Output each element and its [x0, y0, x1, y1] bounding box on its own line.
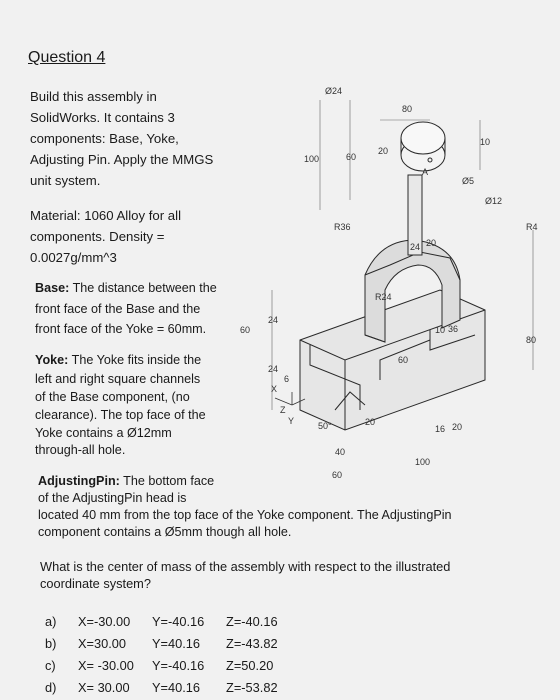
dim-label: 60	[332, 470, 343, 480]
dim-label: 10	[480, 137, 491, 147]
dim-label: 50°	[318, 421, 332, 431]
option-y: Y=-40.16	[152, 614, 205, 629]
dim-label: 20	[426, 238, 437, 248]
dim-label: 20	[378, 146, 389, 156]
dim-label: 24	[410, 242, 421, 252]
question-line-2: coordinate system?	[40, 576, 151, 591]
option-x: X=-30.00	[78, 614, 131, 629]
pin-line-4: component contains a Ø5mm though all hole.	[38, 525, 292, 539]
question-title: Question 4	[28, 49, 106, 66]
dim-label: 20	[365, 417, 376, 427]
dim-label: 16	[435, 424, 446, 434]
option-x: X=30.00	[78, 636, 127, 651]
option-letter: c)	[45, 658, 56, 673]
base-label: Base:	[35, 281, 70, 295]
base-line-3: front face of the Yoke = 60mm.	[35, 322, 207, 336]
dim-label: 6	[284, 374, 290, 384]
option-letter: a)	[45, 614, 57, 629]
base-line-2: front face of the Base and the	[35, 302, 201, 316]
option-z: Z=-53.82	[226, 680, 278, 695]
intro-line-5: unit system.	[30, 173, 101, 188]
option-z: Z=50.20	[226, 658, 274, 673]
option-y: Y=40.16	[152, 636, 201, 651]
dim-label: 24	[268, 364, 279, 374]
option-y: Y=40.16	[152, 680, 201, 695]
axis-label: Z	[280, 405, 286, 415]
material-line-3: 0.0027g/mm^3	[30, 250, 117, 265]
intro-line-4: Adjusting Pin. Apply the MMGS	[30, 152, 214, 167]
adjusting-pin-component	[401, 122, 445, 255]
dim-label: 10	[435, 325, 446, 335]
intro-line-2: SolidWorks. It contains 3	[30, 110, 175, 125]
dim-label: 60	[346, 152, 357, 162]
option-letter: d)	[45, 680, 57, 695]
dim-label: Ø12	[485, 196, 503, 206]
question-line-1: What is the center of mass of the assembly with respect to the illustrated	[40, 559, 451, 574]
yoke-line-3: of the Base component, (no	[35, 390, 190, 404]
dim-label: 36	[448, 324, 459, 334]
pin-point-label: A	[422, 167, 429, 177]
intro-line-1: Build this assembly in	[30, 89, 157, 104]
yoke-line-5: Yoke contains a Ø12mm	[35, 426, 172, 440]
pin-line-1: AdjustingPin: The bottom face	[38, 474, 215, 488]
intro-line-3: components: Base, Yoke,	[30, 131, 179, 146]
axis-label: Y	[288, 416, 295, 426]
yoke-label: Yoke:	[35, 353, 69, 367]
option-x: X= -30.00	[78, 658, 134, 673]
pin-line-3: located 40 mm from the top face of the Yoke component. The AdjustingPin	[38, 508, 452, 522]
dim-label: R36	[334, 222, 351, 232]
pin-label: AdjustingPin:	[38, 474, 120, 488]
dim-label: R24	[375, 292, 392, 302]
dim-label: Ø24	[325, 86, 343, 96]
yoke-line-6: through-all hole.	[35, 443, 126, 457]
yoke-line-1: Yoke: The Yoke fits inside the	[35, 353, 202, 367]
option-letter: b)	[45, 636, 57, 651]
dim-label: 60	[240, 325, 251, 335]
dim-label: 100	[415, 457, 431, 467]
dim-label: 100	[304, 154, 320, 164]
dim-label: 60	[398, 355, 409, 365]
material-line-1: Material: 1060 Alloy for all	[30, 208, 181, 223]
axis-label: X	[271, 384, 278, 394]
dim-label: 24	[268, 315, 279, 325]
dim-label: Ø5	[462, 176, 475, 186]
option-z: Z=-40.16	[226, 614, 278, 629]
material-line-2: components. Density =	[30, 229, 165, 244]
dim-label: R4	[526, 222, 538, 232]
option-y: Y=-40.16	[152, 658, 205, 673]
assembly-drawing	[230, 80, 550, 480]
option-z: Z=-43.82	[226, 636, 278, 651]
dim-label: 80	[402, 104, 413, 114]
option-x: X= 30.00	[78, 680, 130, 695]
pin-line-2: of the AdjustingPin head is	[38, 491, 187, 505]
dim-label: 20	[452, 422, 463, 432]
yoke-line-4: clearance). The top face of the	[35, 408, 206, 422]
dim-label: 80	[526, 335, 537, 345]
dim-label: 40	[335, 447, 346, 457]
base-line-1: Base: The distance between the	[35, 281, 217, 295]
yoke-line-2: left and right square channels	[35, 372, 201, 386]
